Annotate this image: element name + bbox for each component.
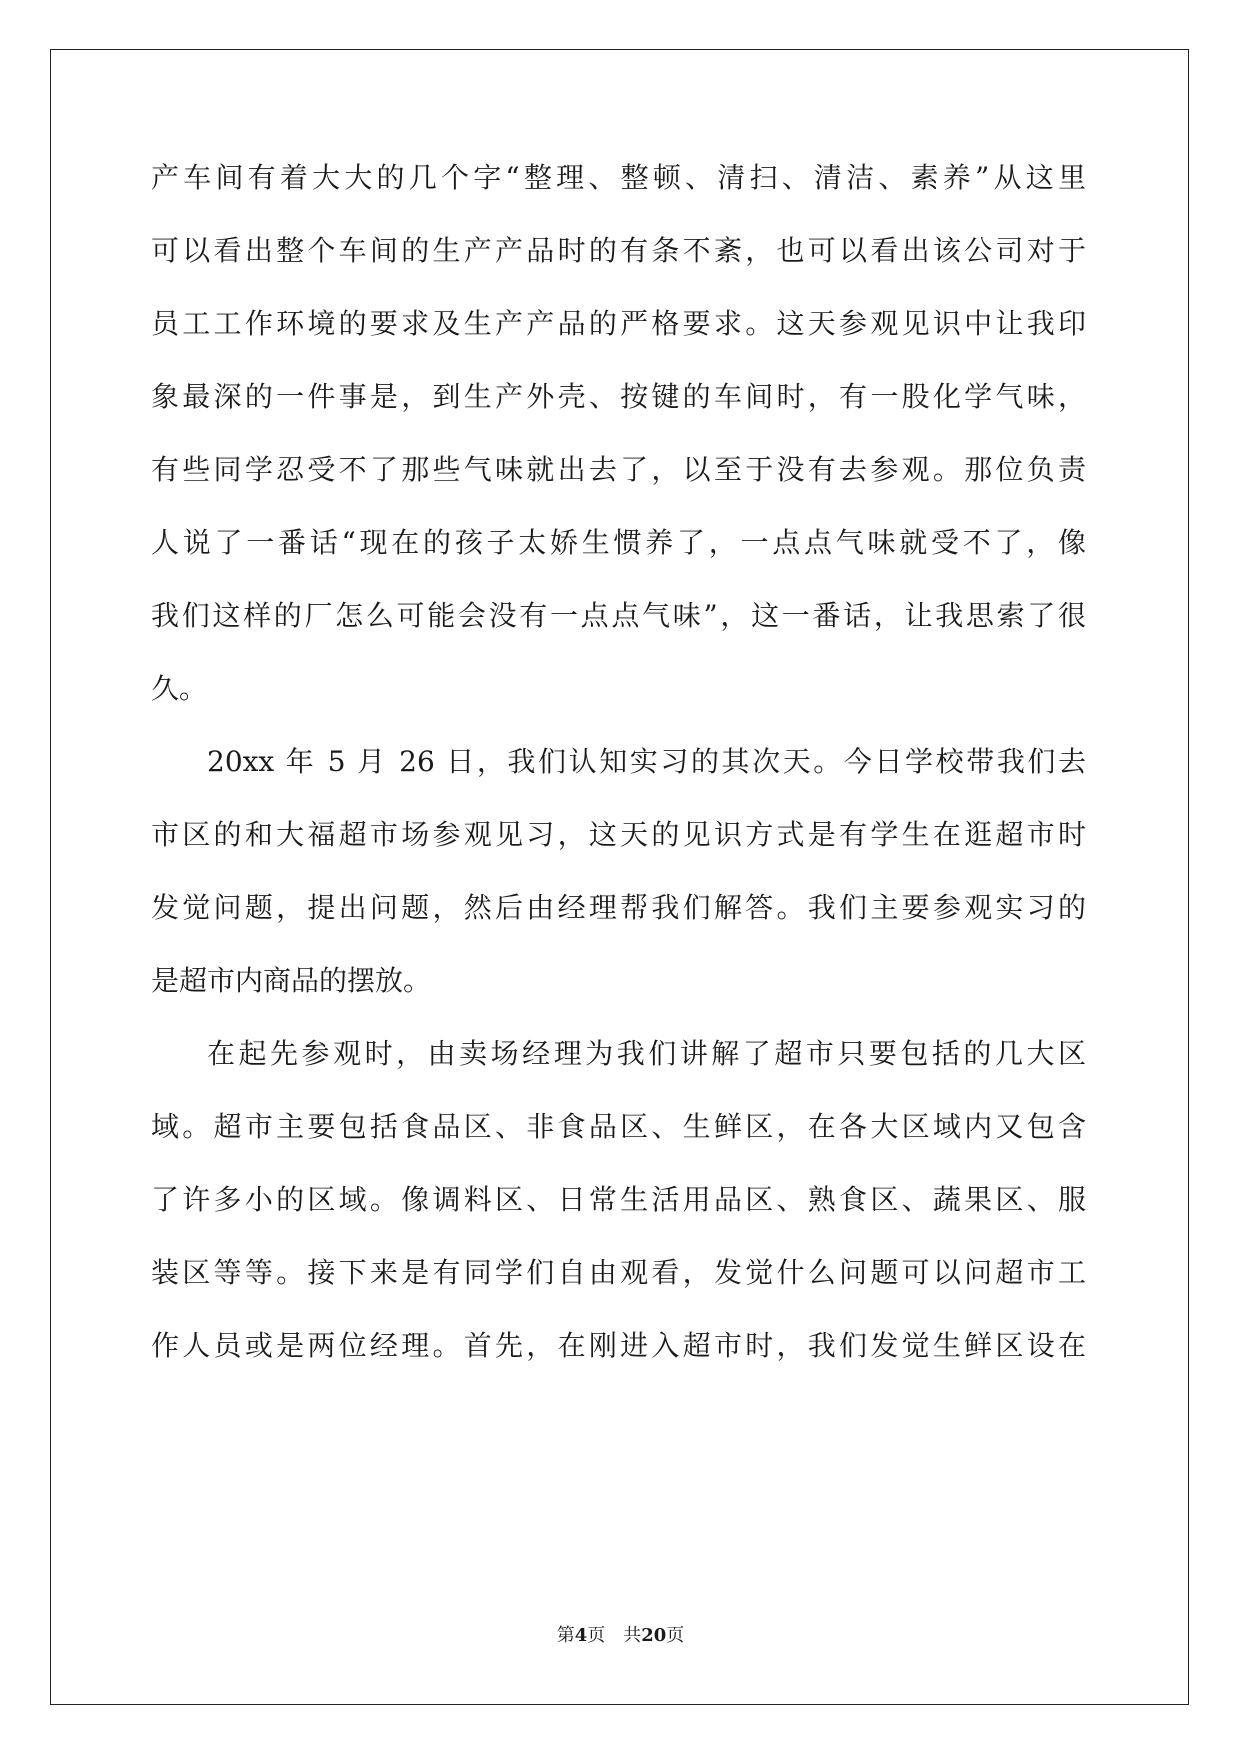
text-line: 是超市内商品的摆放。 [151, 964, 432, 997]
page-border [50, 49, 1189, 1705]
text-line: 域。超市主要包括食品区、非食品区、生鲜区，在各大区域内又包含 [151, 1110, 1086, 1143]
text-line: 人说了一番话“现在的孩子太娇生惯养了，一点点气味就受不了，像 [151, 526, 1086, 559]
text-line: 作人员或是两位经理。首先，在刚进入超市时，我们发觉生鲜区设在 [151, 1329, 1086, 1362]
text-line: 市区的和大福超市场参观见习，这天的见识方式是有学生在逛超市时 [151, 818, 1086, 851]
text-line: 久。 [151, 672, 208, 705]
page-suffix: 页 [587, 1625, 606, 1646]
text-line: 员工工作环境的要求及生产产品的严格要求。这天参观见识中让我印 [151, 307, 1086, 340]
page-footer [0, 1624, 1241, 1648]
text-line: 发觉问题，提出问题，然后由经理帮我们解答。我们主要参观实习的 [151, 891, 1086, 924]
page-prefix: 第 [556, 1625, 575, 1646]
text-line: 可以看出整个车间的生产产品时的有条不紊，也可以看出该公司对于 [151, 234, 1086, 267]
text-line: 有些同学忍受不了那些气味就出去了，以至于没有去参观。那位负责 [151, 453, 1086, 486]
paragraph-first-line: 在起先参观时，由卖场经理为我们讲解了超市只要包括的几大区 [207, 1037, 1086, 1070]
text-line: 我们这样的厂怎么可能会没有一点点气味”，这一番话，让我思索了很 [151, 599, 1086, 632]
paragraph-first-line: 20xx 年 5 月 26 日，我们认知实习的其次天。今日学校带我们去 [207, 745, 1086, 778]
page-number: 4 [574, 1625, 588, 1646]
text-line: 了许多小的区域。像调料区、日常生活用品区、熟食区、蔬果区、服 [151, 1183, 1086, 1216]
text-line: 象最深的一件事是，到生产外壳、按键的车间时，有一股化学气味， [151, 380, 1086, 413]
total-suffix: 页 [666, 1625, 685, 1646]
total-pages: 20 [641, 1625, 667, 1646]
text-line: 装区等等。接下来是有同学们自由观看，发觉什么问题可以问超市工 [151, 1256, 1086, 1289]
text-line: 产车间有着大大的几个字“整理、整顿、清扫、清洁、素养”从这里 [151, 161, 1086, 194]
total-prefix: 共 [623, 1625, 642, 1646]
